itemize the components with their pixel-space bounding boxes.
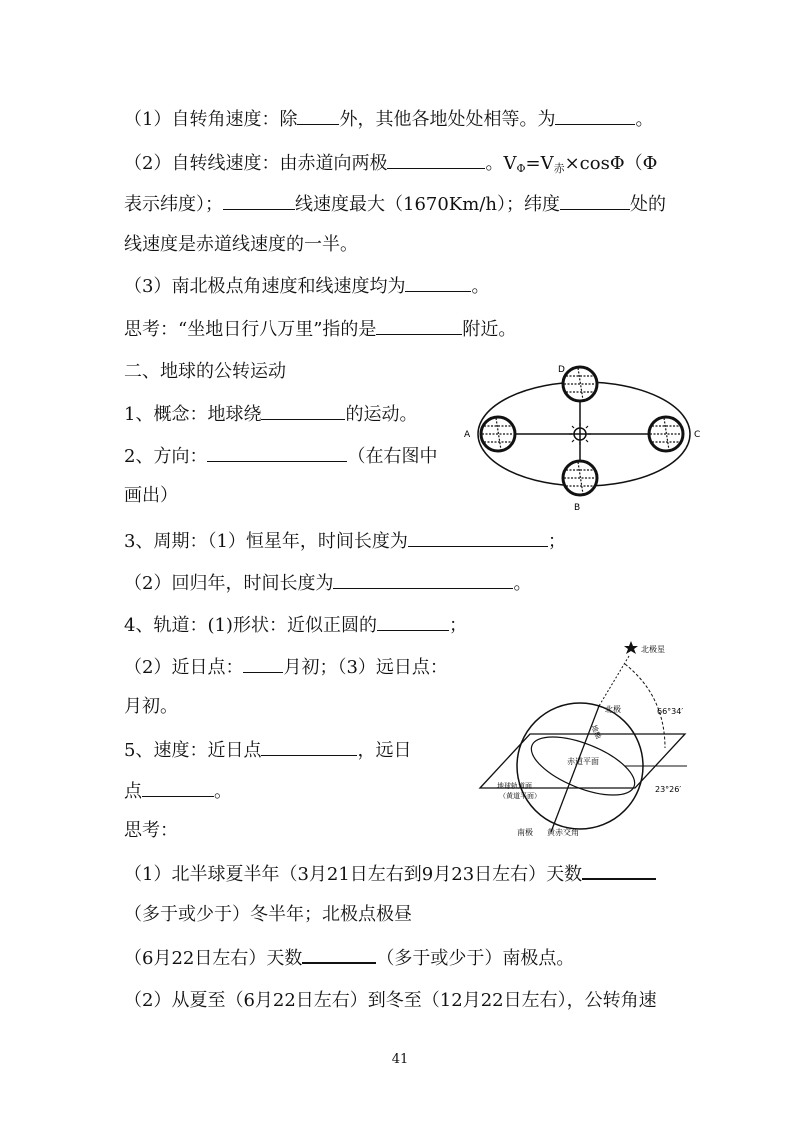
answer-blank[interactable] xyxy=(377,614,449,631)
perihelion-line: （2）近日点： 月初；（3）远日点： xyxy=(124,657,448,678)
answer-blank[interactable] xyxy=(387,152,485,169)
linear-velocity-line: （2）自转线速度：由赤道向两极 。$V_\Phi=V_赤\times\cos\Phi(\Phi$ xyxy=(124,153,658,175)
angular-velocity-line: （1）自转角速度：除 外，其他各地处处相等。为 。 xyxy=(124,109,654,130)
poles-line: （3）南北极点角速度和线速度均为 。 xyxy=(124,276,490,297)
earth-icon-a xyxy=(481,417,515,451)
answer-blank[interactable] xyxy=(555,108,635,125)
answer-blank[interactable] xyxy=(207,445,347,462)
answer-blank[interactable] xyxy=(582,862,656,880)
direction-line: 2、方向： （在右图中 xyxy=(124,446,438,467)
half-speed-line: 线速度是赤道线速度的一半。 xyxy=(124,234,358,255)
think-label: 思考： xyxy=(124,820,178,841)
label-c: C xyxy=(694,430,701,440)
angle-top-label: 66°34′ xyxy=(657,707,684,716)
q1-line-2: （多于或少于）冬半年；北极点极昼 xyxy=(124,904,412,925)
answer-blank[interactable] xyxy=(376,318,462,335)
answer-blank[interactable] xyxy=(302,946,376,964)
answer-blank[interactable] xyxy=(243,656,283,673)
orbit-diagram xyxy=(458,360,708,515)
orbit-plane-label: 地球轨道面 xyxy=(497,782,532,790)
aphelion-line: 月初。 xyxy=(124,696,178,717)
north-star-label: 北极星 xyxy=(641,645,665,654)
angle-arc-top xyxy=(625,664,665,748)
earth-icon-d xyxy=(563,367,597,401)
orbit-shape-line: 4、轨道：(1)形状：近似正圆的 ； xyxy=(124,615,467,636)
earth-icon-c xyxy=(649,417,683,451)
star-guide-line xyxy=(599,656,629,706)
angle-side-label: 23°26′ xyxy=(655,785,682,794)
sidereal-year-line: 3、周期：（1）恒星年，时间长度为 ； xyxy=(124,531,566,552)
label-b: B xyxy=(574,503,581,513)
equator-plane xyxy=(524,725,642,807)
page-number: 41 xyxy=(391,1052,409,1067)
equator-plane-label: 赤道平面 xyxy=(567,757,599,766)
north-pole-label: 北极 xyxy=(605,705,621,714)
answer-blank[interactable] xyxy=(261,403,345,420)
answer-blank[interactable] xyxy=(261,739,357,756)
axis-label: 地轴 xyxy=(589,724,603,741)
direction-line-2: 画出） xyxy=(124,485,178,506)
earth-icon-b xyxy=(563,461,597,495)
speed-line: 5、速度：近日点 ，远日 xyxy=(124,740,412,761)
latitude-line: 表示纬度）； 线速度最大（1670Km/h）；纬度 处的 xyxy=(124,194,666,215)
q1-line-3: （6月22日左右）天数 （多于或少于）南极点。 xyxy=(124,948,575,969)
answer-blank[interactable] xyxy=(408,530,548,547)
ecliptic-plane-label: （黄道平面） xyxy=(499,792,541,800)
speed-line-2: 点 。 xyxy=(124,781,232,802)
ecliptic-angle-label: 黄赤交角 xyxy=(547,828,579,837)
north-star-icon xyxy=(624,641,638,654)
answer-blank[interactable] xyxy=(560,193,630,210)
answer-blank[interactable] xyxy=(223,193,295,210)
section-heading: 二、地球的公转运动 xyxy=(124,361,286,382)
south-pole-label: 南极 xyxy=(517,828,533,837)
earth-tilt-diagram xyxy=(475,636,690,841)
label-d: D xyxy=(558,365,565,375)
answer-blank[interactable] xyxy=(142,780,214,797)
answer-blank[interactable] xyxy=(405,275,471,292)
label-a: A xyxy=(464,430,471,440)
q1-line: （1）北半球夏半年（3月21日左右到9月23日左右）天数 xyxy=(124,862,656,886)
tropical-year-line: （2）回归年，时间长度为 。 xyxy=(124,573,532,594)
answer-blank[interactable] xyxy=(297,108,339,125)
concept-line: 1、概念：地球绕 的运动。 xyxy=(124,404,418,425)
think-rotation-line: 思考：“坐地日行八万里”指的是 附近。 xyxy=(124,319,517,340)
q2-line: （2）从夏至（6月22日左右）到冬至（12月22日左右），公转角速 xyxy=(124,990,657,1011)
earth-axis xyxy=(551,706,599,832)
answer-blank[interactable] xyxy=(333,572,513,589)
